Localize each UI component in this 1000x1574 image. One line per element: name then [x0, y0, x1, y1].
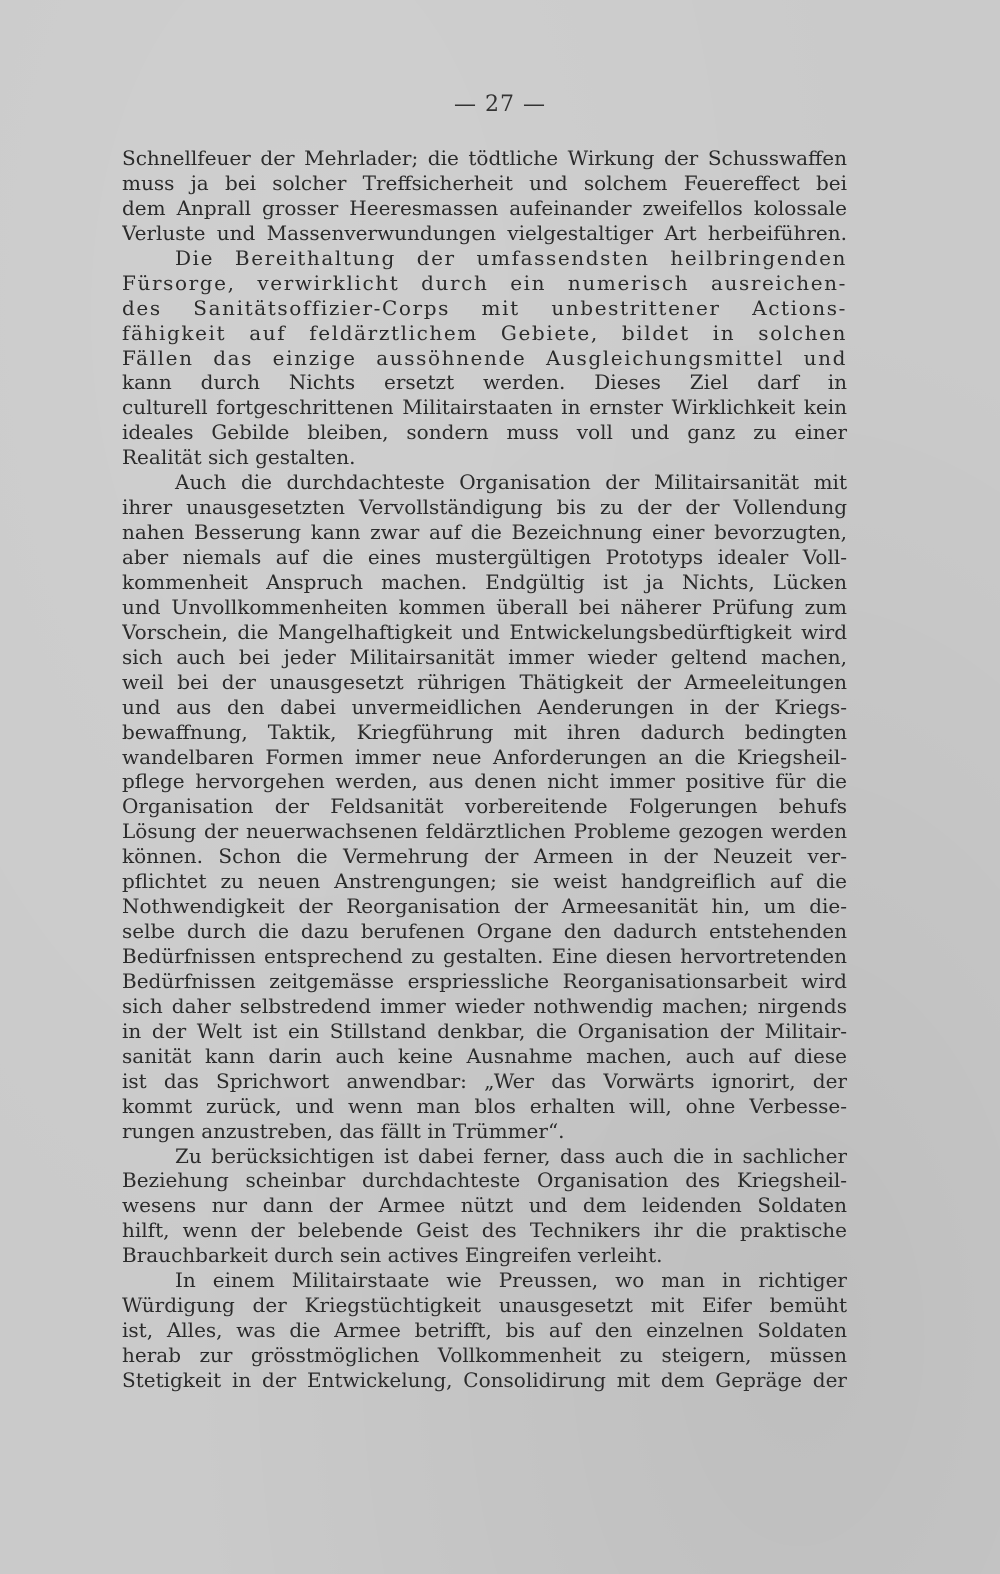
text-line: sich auch bei jeder Militairsanität immer wieder geltend machen,	[122, 644, 847, 669]
text-line: Brauchbarkeit durch sein actives Eingreifen verleiht.	[122, 1243, 663, 1268]
text-line: und Unvollkommenheiten kommen überall bei näherer Prüfung zum	[122, 594, 847, 619]
text-line: und aus den dabei unvermeidlichen Aenderungen in der Kriegs-	[122, 694, 847, 719]
text-line: Auch die durchdachteste Organisation der Militairsanität mit	[175, 470, 847, 495]
text-line: Vorschein, die Mangelhaftigkeit und Entwickelungsbedürftigkeit wird	[122, 619, 847, 644]
text-line: muss ja bei solcher Treffsicherheit und solchem Feuereffect bei	[122, 170, 847, 195]
text-line: rungen anzustreben, das fällt in Trümmer“.	[122, 1118, 565, 1143]
text-line: bewaffnung, Taktik, Kriegführung mit ihren dadurch bedingten	[122, 719, 847, 744]
text-line: herab zur grösstmöglichen Vollkommenheit zu steigern, müssen	[122, 1343, 847, 1367]
text-line: sanität kann darin auch keine Ausnahme machen, auch auf diese	[122, 1043, 847, 1068]
text-line: Bedürfnissen entsprechend zu gestalten. Eine diesen hervortretenden	[122, 944, 847, 968]
text-line: Zu berücksichtigen ist dabei ferner, dass auch die in sachlicher	[175, 1143, 847, 1168]
text-line: Beziehung scheinbar durchdachteste Organisation des Kriegsheil-	[122, 1168, 847, 1193]
text-line: dem Anprall grosser Heeresmassen aufeinander zweifellos kolossale	[122, 195, 847, 220]
text-line: in der Welt ist ein Stillstand denkbar, die Organisation der Militair-	[122, 1018, 847, 1043]
text-line: pflichtet zu neuen Anstrengungen; sie weist handgreiflich auf die	[122, 869, 847, 894]
text-line: Lösung der neuerwachsenen feldärztlichen Probleme gezogen werden	[122, 819, 847, 844]
text-line: culturell fortgeschrittenen Militairstaaten in ernster Wirklichkeit kein	[122, 395, 847, 420]
text-line: ihrer unausgesetzten Vervollständigung bis zu der der Vollendung	[122, 495, 847, 520]
text-line: aber niemals auf die eines mustergültigen Prototyps idealer Voll-	[122, 545, 847, 569]
text-line: des Sanitätsoffizier-Corps mit unbestrittener Actions-	[122, 295, 847, 320]
text-line: fähigkeit auf feldärztlichem Gebiete, bildet in solchen	[122, 320, 847, 345]
text-line: Schnellfeuer der Mehrlader; die tödtliche Wirkung der Schusswaffen	[122, 146, 847, 170]
text-line: sich daher selbstredend immer wieder nothwendig machen; nirgends	[122, 993, 847, 1018]
text-line: kann durch Nichts ersetzt werden. Dieses Ziel darf in	[122, 370, 847, 395]
text-line: selbe durch die dazu berufenen Organe den dadurch entstehenden	[122, 919, 847, 944]
text-line: Bedürfnissen zeitgemässe erspriessliche Reorganisationsarbeit wird	[122, 968, 847, 993]
page-number: — 27 —	[454, 92, 546, 117]
text-line: hilft, wenn der belebende Geist des Technikers ihr die praktische	[122, 1218, 847, 1243]
text-line: Fürsorge, verwirklicht durch ein numerisch ausreichen-	[122, 270, 847, 295]
text-line: können. Schon die Vermehrung der Armeen in der Neuzeit ver-	[122, 844, 847, 869]
text-line: Verluste und Massenverwundungen vielgestaltiger Art herbeiführen.	[122, 220, 847, 245]
body-text	[122, 146, 847, 1393]
text-line: Stetigkeit in der Entwickelung, Consolidirung mit dem Gepräge der	[122, 1367, 847, 1392]
text-line: Würdigung der Kriegstüchtigkeit unausgesetzt mit Eifer bemüht	[122, 1293, 847, 1318]
text-line: pflege hervorgehen werden, aus denen nicht immer positive für die	[122, 769, 847, 794]
text-line: In einem Militairstaate wie Preussen, wo man in richtiger	[175, 1268, 847, 1293]
text-line: Fällen das einzige aussöhnende Ausgleichungsmittel und	[122, 345, 847, 370]
text-line: ideales Gebilde bleiben, sondern muss voll und ganz zu einer	[122, 420, 847, 445]
text-line: Die Bereithaltung der umfassendsten heilbringenden	[175, 245, 847, 270]
text-line: kommenheit Anspruch machen. Endgültig ist ja Nichts, Lücken	[122, 569, 847, 594]
text-line: Nothwendigkeit der Reorganisation der Armeesanität hin, um die-	[122, 894, 847, 919]
text-line: nahen Besserung kann zwar auf die Bezeichnung einer bevorzugten,	[122, 520, 847, 545]
text-line: kommt zurück, und wenn man blos erhalten will, ohne Verbesse-	[122, 1093, 847, 1118]
text-line: wesens nur dann der Armee nützt und dem leidenden Soldaten	[122, 1193, 847, 1218]
text-line: weil bei der unausgesetzt rührigen Thätigkeit der Armeeleitungen	[122, 669, 847, 694]
text-line: Realität sich gestalten.	[122, 445, 356, 470]
text-line: wandelbaren Formen immer neue Anforderungen an die Kriegsheil-	[122, 744, 847, 769]
text-line: ist das Sprichwort anwendbar: „Wer das Vorwärts ignorirt, der	[122, 1068, 847, 1093]
text-line: Organisation der Feldsanität vorbereitende Folgerungen behufs	[122, 794, 847, 819]
text-line: ist, Alles, was die Armee betrifft, bis auf den einzelnen Soldaten	[122, 1318, 847, 1343]
